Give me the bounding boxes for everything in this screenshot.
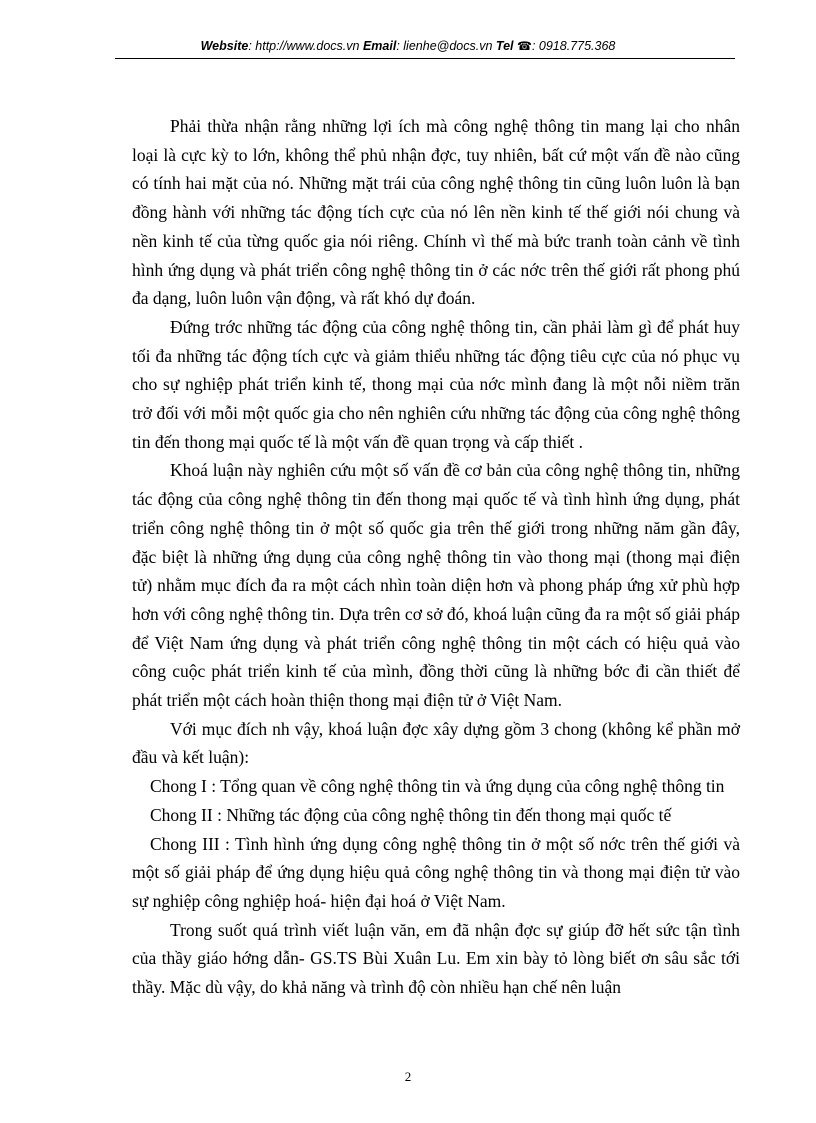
page-header	[0, 39, 816, 53]
chapter-item: Chong II : Những tác động của công nghệ thông tin đến thong mại quốc tế	[150, 804, 672, 825]
tel-label: Tel	[495, 39, 514, 53]
paragraph: Với mục đích nh vậy, khoá luận đợc xây dựng gồm 3 chong (không kể phần mở đầu và kết luận):	[132, 718, 740, 768]
phone-icon: ☎	[517, 39, 532, 53]
website-url[interactable]: http://www.docs.vn	[255, 39, 360, 53]
email-separator: :	[396, 39, 404, 53]
email-label: Email	[362, 39, 397, 53]
paragraph: Phải thừa nhận rằng những lợi ích mà công nghệ thông tin mang lại cho nhân loại là cực kỳ to lớn, không thể phủ nhận đợc, tuy nhiên, bất cứ một vấn đề nào cũng có tính hai mặt của nó. Những mặt trái của công nghệ thông tin cũng luôn luôn là bạn đồng hành với những tác động tích cực của nó lên nền kinh tế thế giới nói chung và nền kinh tế của từng quốc gia nói riêng. Chính vì thế mà bức tranh toàn cảnh về tình hình ứng dụng và phát triển công nghệ thông tin ở các nớc trên thế giới rất phong phú đa dạng, luôn luôn vận động, và rất khó dự đoán.	[132, 116, 740, 309]
header-divider	[115, 58, 735, 59]
tel-separator: :	[531, 39, 539, 53]
website-separator: :	[248, 39, 256, 53]
page-number: 2	[404, 1069, 412, 1084]
chapter-item: Chong I : Tổng quan về công nghệ thông tin và ứng dụng của công nghệ thông tin	[150, 776, 725, 797]
email-value[interactable]: lienhe@docs.vn	[403, 39, 493, 53]
paragraph: Khoá luận này nghiên cứu một số vấn đề cơ bản của công nghệ thông tin, những tác động của công nghệ thông tin đến thong mại quốc tế và tình hình ứng dụng, phát triển công nghệ thông tin ở một số quốc gia trên thế giới trong những năm gần đây, đặc biệt là những ứng dụng của công nghệ thông tin vào thong mại (thong mại điện tử) nhằm mục đích đa ra một cách nhìn toàn diện hơn và phong pháp ứng xử phù hợp hơn với công nghệ thông tin. Dựa trên cơ sở đó, khoá luận cũng đa ra một số giải pháp để Việt Nam ứng dụng và phát triển công nghệ thông tin một cách có hiệu quả vào công cuộc phát triển kinh tế của mình, đồng thời cũng là những bớc đi cần thiết để phát triển một cách hoàn thiện thong mại điện tử ở Việt Nam.	[132, 460, 740, 711]
paragraph: Đứng trớc những tác động của công nghệ thông tin, cần phải làm gì để phát huy tối đa những tác động tích cực và giảm thiểu những tác động tiêu cực của nó phục vụ cho sự nghiệp phát triển kinh tế, thong mại của nớc mình đang là một nỗi niềm trăn trở đối với mỗi một quốc gia cho nên nghiên cứu những tác động của công nghệ thông tin đến thong mại quốc tế là một vấn đề quan trọng và cấp thiết .	[132, 316, 740, 452]
chapter-item: Chong III : Tình hình ứng dụng công nghệ thông tin ở một số nớc trên thế giới và một số giải pháp để ứng dụng hiệu quả công nghệ thông tin và thong mại điện tử vào sự nghiệp công nghiệp hoá- hiện đại hoá ở Việt Nam.	[132, 833, 740, 911]
website-label: Website	[200, 39, 249, 53]
document-body	[132, 112, 740, 1002]
tel-value: 0918.775.368	[538, 39, 616, 53]
closing-paragraph: Trong suốt quá trình viết luận văn, em đã nhận đợc sự giúp đỡ hết sức tận tình của thầy giáo hớng dẫn- GS.TS Bùi Xuân Lu. Em xin bày tỏ lòng biết ơn sâu sắc tới thầy. Mặc dù vậy, do khả năng và trình độ còn nhiều hạn chế nên luận	[132, 919, 740, 998]
